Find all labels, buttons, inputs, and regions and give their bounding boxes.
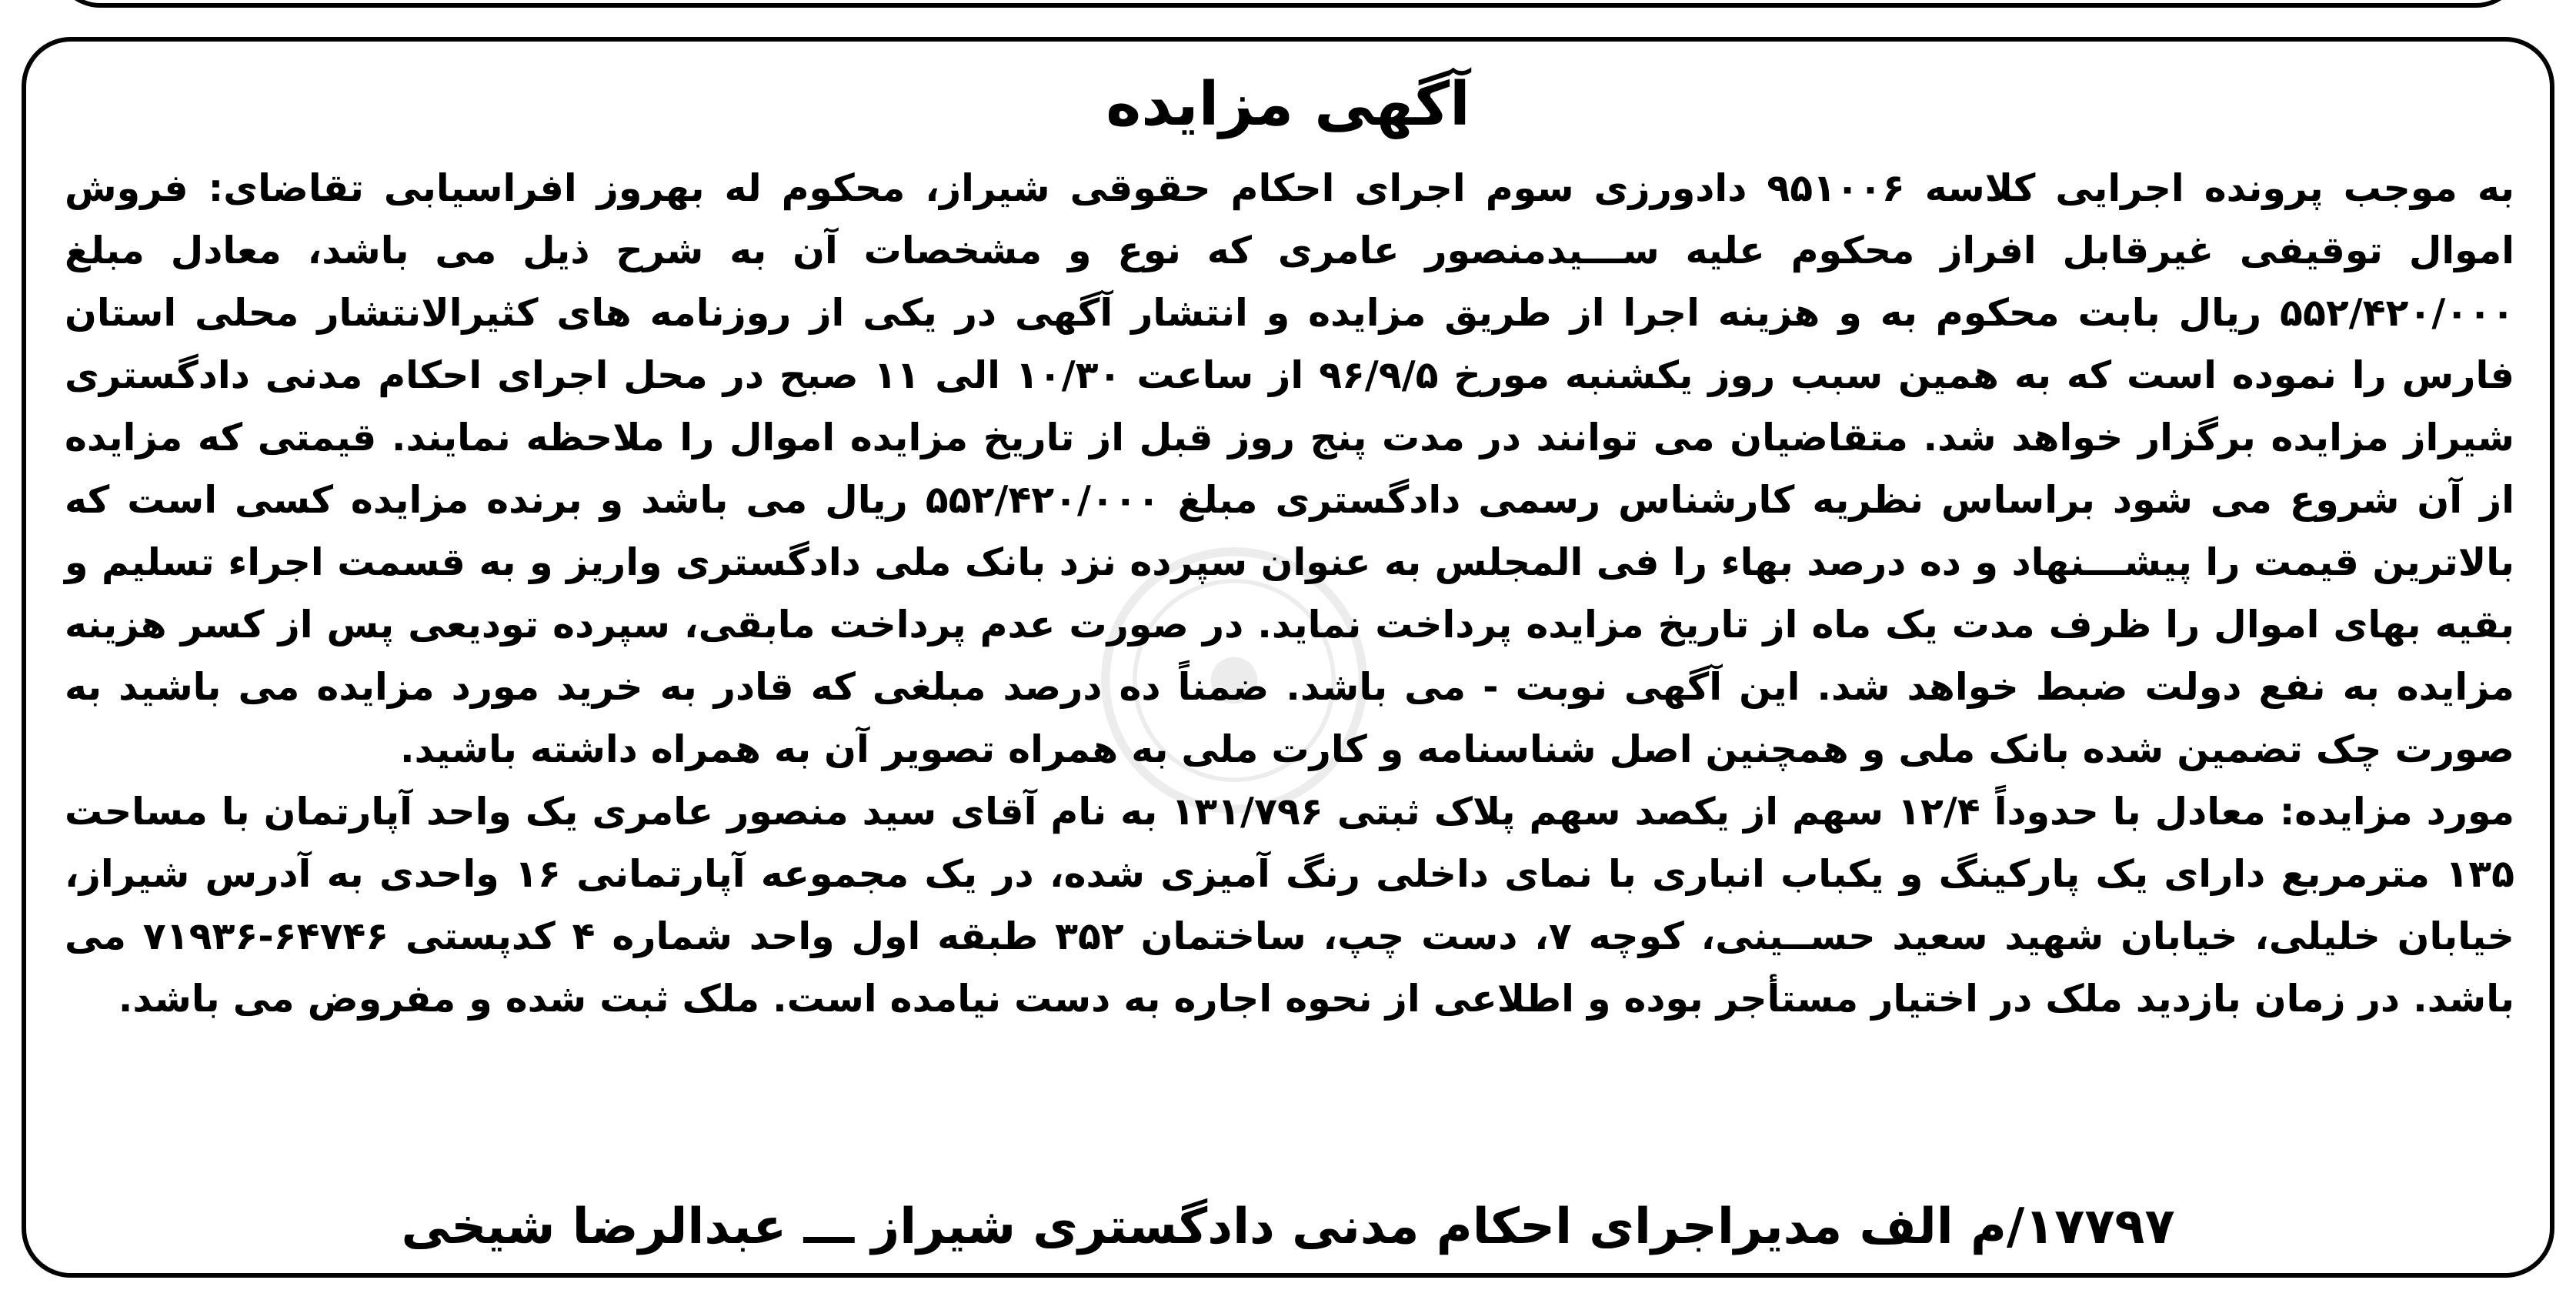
notice-paragraph-auction-item: مورد مزایده: معادل با حدوداً ۱۲/۴ سهم از یکصد سهم پلاک ثبتی ۱۳۱/۷۹۶ به نام آقای سید منصور عامری یک واحد آپارتمان با مساحت ۱۳۵ مترمربع دارای یک پارکینگ و یکباب انباری با نمای داخلی رنگ آمیزی شده، در یک مجموعه آپارتمانی ۱۶ واحدی به آدرس شیراز، خیابان خلیلی، خیابان شهید سعید حســینی، کوچه ۷، دست چپ، ساختمان ۳۵۲ طبقه اول واحد شماره ۴ کدپستی ۶۴۷۴۶-۷۱۹۳۶ می باشد. در زمان بازدید ملک در اختیار مستأجر بوده و اطلاعی از نحوه اجاره به دست نیامده است. ملک ثبت شده و مفروض می باشد. (65, 790, 2515, 1021)
auction-notice (22, 37, 2554, 1278)
notice-title: آگهی مزایده (1106, 70, 1470, 139)
notice-body (65, 157, 2514, 1030)
notice-signature: ۱۷۷۹۷/م الف مدیراجرای احکام مدنی دادگستری شیراز ـــ عبدالرضا شیخی (401, 1198, 2175, 1255)
previous-notice-frame (54, 0, 2522, 8)
notice-paragraph-main: به موجب پرونده اجرایی کلاسه ۹۵۱۰۰۶ دادورزی سوم اجرای احکام حقوقی شیراز، محکوم له بهروز افراسیابی تقاضای: فروش اموال توقیفی غیرقابل افراز محکوم علیه ســـیدمنصور عامری که نوع و مشخصات آن به شرح ذیل می باشد، معادل مبلغ ۵۵۲/۴۲۰/۰۰۰ ریال بابت محکوم به و هزینه اجرا از طریق مزایده و انتشار آگهی در یکی از روزنامه های کثیرالانتشار محلی استان فارس را نموده است که به همین سبب روز یکشنبه مورخ ۹۶/۹/۵ از ساعت ۱۰/۳۰ الی ۱۱ صبح در محل اجرای احکام مدنی دادگستری شیراز مزایده برگزار خواهد شد. متقاضیان می توانند در مدت پنج روز قبل از تاریخ مزایده اموال را ملاحظه نمایند. قیمتی که مزایده از آن شروع می شود براساس نظریه کارشناس رسمی دادگستری مبلغ ۵۵۲/۴۲۰/۰۰۰ ریال می باشد و برنده مزایده کسی است که بالاترین قیمت را پیشـــنهاد و ده درصد بهاء را فی المجلس به عنوان سپرده نزد بانک ملی دادگستری واریز و به قسمت اجراء تسلیم و بقیه بهای اموال را ظرف مدت یک ماه از تاریخ مزایده پرداخت نماید. در صورت عدم پرداخت مابقی، سپرده تودیعی پس از کسر هزینه مزایده به نفع دولت ضبط خواهد شد. این آگهی نوبت - می باشد. ضمناً ده درصد مبلغی که قادر به خرید مورد مزایده می باشید به صورت چک تضمین شده بانک ملی و همچنین اصل شناسنامه و کارت ملی به همراه تصویر آن به همراه داشته باشید. (65, 166, 2514, 771)
